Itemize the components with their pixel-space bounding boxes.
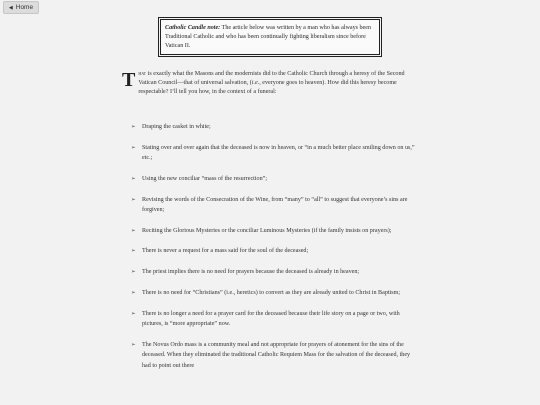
list-item <box>131 195 416 216</box>
arrow-bullet-icon: ➢ <box>131 269 136 276</box>
note-label: Catholic Candle note: <box>165 25 221 31</box>
intro-lead: hat <box>138 71 147 77</box>
arrow-bullet-icon: ➢ <box>131 248 136 255</box>
list-item-text: Revising the words of the Consecration of the Wine, from “many” to “all” to suggest that everyone’s sins are forgiven; <box>142 196 408 214</box>
list-item <box>131 143 416 164</box>
list-item <box>131 267 416 278</box>
list-item-text: There is never a request for a mass said for the soul of the deceased; <box>142 248 309 255</box>
editor-note-box <box>160 19 380 55</box>
triangle-left-icon: ◀ <box>8 4 13 11</box>
list-item-text: The Novus Ordo mass is a community meal and not appropriate for prayers of atonement for the sins of the deceased. When they eliminated the traditional Catholic Requiem Mass for the salvation of the deceased, they had to point out there <box>142 341 411 369</box>
arrow-bullet-icon: ➢ <box>131 144 136 151</box>
list-item <box>131 288 416 299</box>
arrow-bullet-icon: ➢ <box>131 196 136 203</box>
list-item <box>131 122 416 133</box>
arrow-bullet-icon: ➢ <box>131 227 136 234</box>
home-button[interactable] <box>3 1 39 14</box>
drop-cap: T <box>122 69 136 91</box>
intro-ie: i.e. <box>251 79 260 86</box>
list-item <box>131 340 416 372</box>
arrow-bullet-icon: ➢ <box>131 289 136 296</box>
home-button-label: Home <box>15 4 34 11</box>
list-item <box>131 246 416 257</box>
list-item-text: There is no longer a need for a prayer card for the deceased because their life story on a page or two, with pictures, is “more appropriate” now. <box>142 310 400 327</box>
intro-paragraph <box>122 70 418 96</box>
list-item-text: Stating over and over again that the deceased is now in heaven, or “in a much better place smiling down on us,” etc.; <box>142 144 415 162</box>
arrow-bullet-icon: ➢ <box>131 124 136 130</box>
intro-text-1: is exactly what the Masons and the modernists did to the Catholic Church through a heresy of the Second Vatican Council—that of universal salvation, ( <box>138 71 405 86</box>
list-item <box>131 174 416 185</box>
list-item <box>131 226 416 237</box>
list-item-text: There is no need for “Christians” (i.e., heretics) to convert as they are already united to Christ in Baptism; <box>142 289 401 296</box>
arrow-bullet-icon: ➢ <box>131 175 136 182</box>
list-item-text: Draping the casket in white; <box>142 124 211 130</box>
funeral-practices-list <box>131 122 416 381</box>
note-text: The article below was written by a man who has always been Traditional Catholic and who has been continually fighting liberalism since before Vatican II. <box>165 25 372 49</box>
intro-text-2: , everyone goes to heaven). How did this heresy become respectable? I’ll tell you how, in the context of a funeral: <box>138 79 397 95</box>
list-item-text: Using the new conciliar “mass of the resurrection”; <box>142 175 268 182</box>
list-item-text: Reciting the Glorious Mysteries or the conciliar Luminous Mysteries (if the family insists on prayers); <box>142 227 392 234</box>
list-item-text: The priest implies there is no need for prayers because the deceased is already in heaven; <box>142 269 360 276</box>
arrow-bullet-icon: ➢ <box>131 310 136 317</box>
arrow-bullet-icon: ➢ <box>131 341 136 348</box>
list-item <box>131 309 416 330</box>
